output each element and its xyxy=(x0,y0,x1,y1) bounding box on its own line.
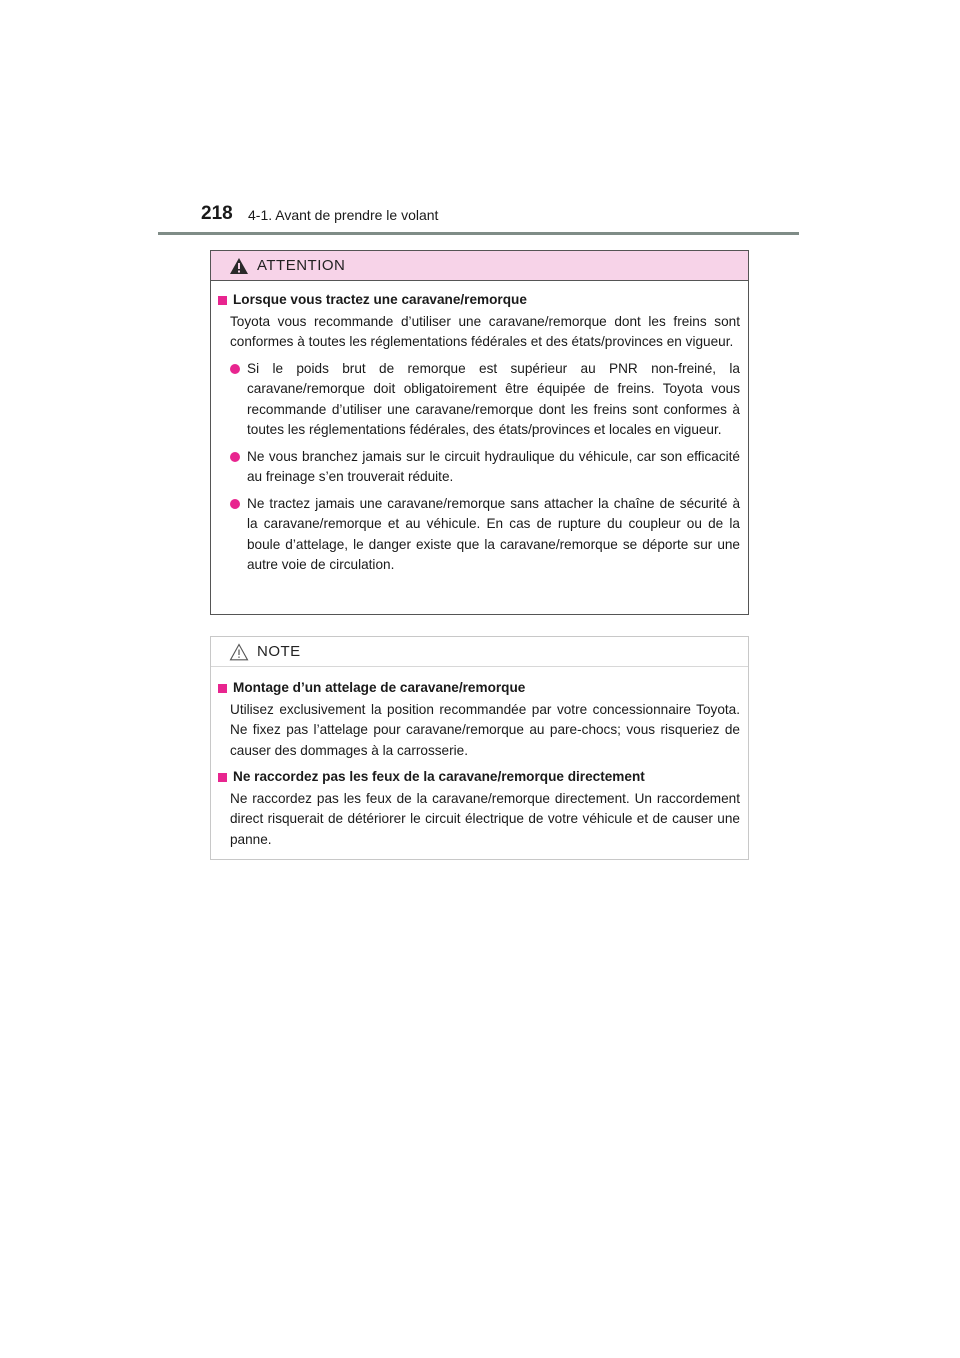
list-item-text: Ne vous branchez jamais sur le circuit hydraulique du véhicule, car son efficacité au freinage s’en trouverait réduite. xyxy=(247,448,740,484)
section-title: 4-1. Avant de prendre le volant xyxy=(248,207,439,223)
square-bullet-icon xyxy=(218,773,227,782)
note-item-text: Utilisez exclusivement la position recommandée par votre concessionnaire Toyota. Ne fixez pas l’attelage pour caravane/remorque au pare-chocs; vous risqueriez de causer des dommages à la carrosserie. xyxy=(230,701,740,758)
attention-item-title xyxy=(216,290,740,311)
dot-bullet-icon xyxy=(230,452,240,462)
list-item-text: Ne tractez jamais une caravane/remorque sans attacher la chaîne de sécurité à la caravane/remorque et au véhicule. En cas de rupture du coupleur ou de la boule d’attelage, le danger existe que la caravane/remorque se déporte sur une autre voie de circulation. xyxy=(247,495,740,572)
dot-bullet-icon xyxy=(230,364,240,374)
attention-box xyxy=(210,250,749,615)
list-item xyxy=(230,447,740,488)
list-item xyxy=(230,359,740,441)
warning-filled-icon xyxy=(229,257,249,275)
page-number: 218 xyxy=(201,203,233,224)
note-item-title xyxy=(216,678,740,699)
square-bullet-icon xyxy=(218,296,227,305)
note-body xyxy=(211,667,748,850)
note-header xyxy=(211,637,748,667)
warning-outline-icon xyxy=(229,643,249,661)
note-item-title xyxy=(216,767,740,788)
attention-item-title-text: Lorsque vous tractez une caravane/remorque xyxy=(233,292,527,307)
attention-header xyxy=(211,251,748,281)
note-item-text: Ne raccordez pas les feux de la caravane/remorque directement. Un raccordement direct risquerait de détériorer le circuit électrique de votre véhicule et de causer une panne. xyxy=(230,790,740,847)
note-item-title-text: Ne raccordez pas les feux de la caravane/remorque directement xyxy=(233,769,645,784)
list-item xyxy=(230,494,740,576)
square-bullet-icon xyxy=(218,684,227,693)
attention-heading: ATTENTION xyxy=(257,257,346,274)
note-heading: NOTE xyxy=(257,643,301,660)
attention-body xyxy=(211,281,748,576)
attention-intro: Toyota vous recommande d’utiliser une caravane/remorque dont les freins sont conformes à toutes les réglementations fédérales et des états/provinces en vigueur. xyxy=(230,313,740,349)
header-divider xyxy=(158,232,799,235)
dot-bullet-icon xyxy=(230,499,240,509)
note-item-title-text: Montage d’un attelage de caravane/remorque xyxy=(233,680,526,695)
list-item-text: Si le poids brut de remorque est supérieur au PNR non-freiné, la caravane/remorque doit obligatoirement être équipée de freins. Toyota vous recommande d’utiliser une caravane/remorque dont les freins sont conformes à toutes les réglementations fédérales, des états/provinces et locales en vigueur. xyxy=(247,360,740,437)
note-box xyxy=(210,636,749,860)
